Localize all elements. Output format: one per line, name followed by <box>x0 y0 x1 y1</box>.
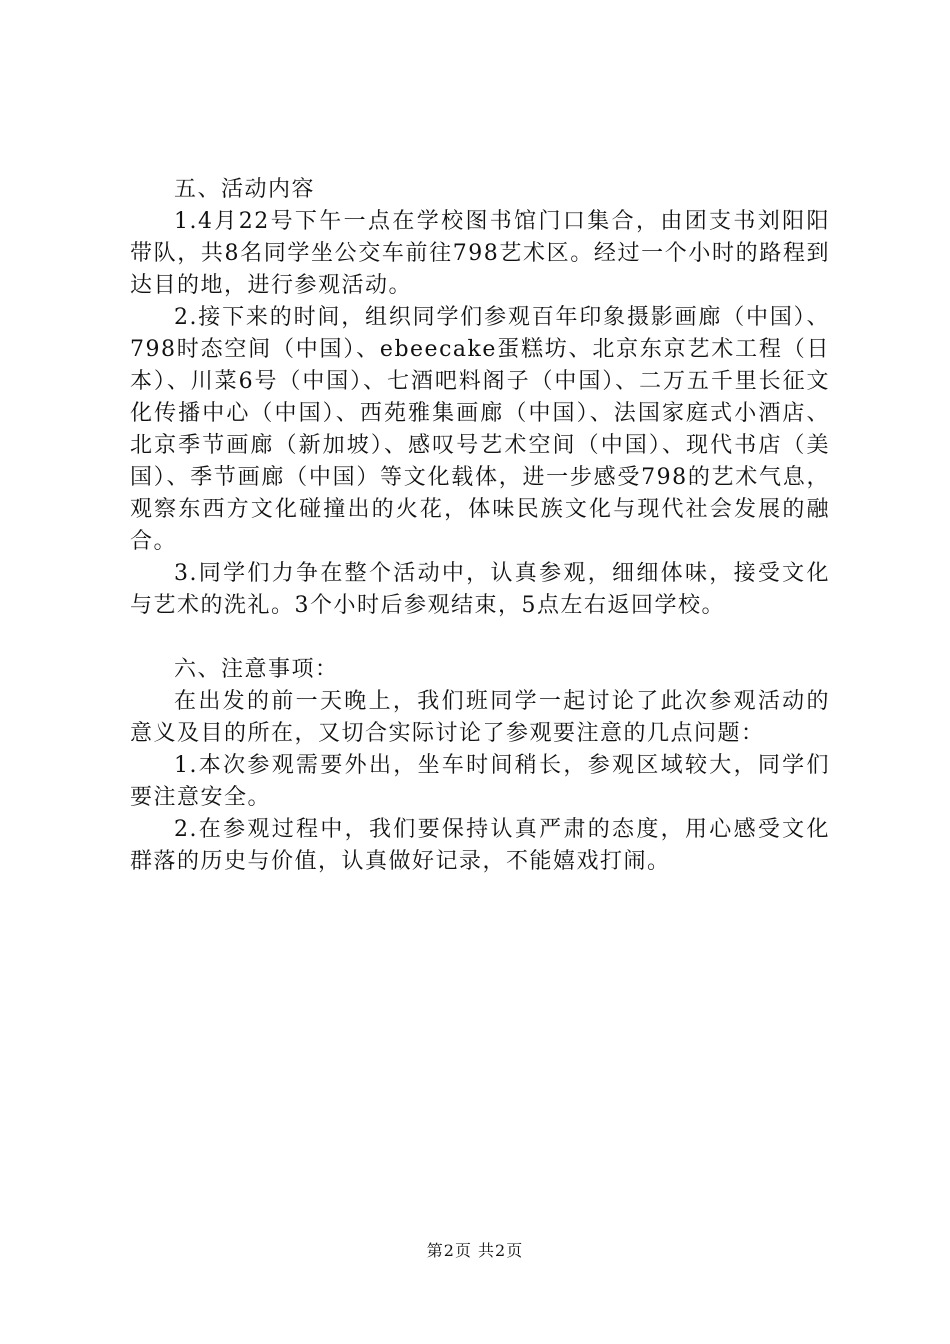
paragraph-activity-2: 2.接下来的时间，组织同学们参观百年印象摄影画廊（中国）、798时态空间（中国）、ebeecake蛋糕坊、北京东京艺术工程（日本）、川菜6号（中国）、七酒吧料阁子（中国）、二万五千里长征文化传播中心（中国）、西苑雅集画廊（中国）、法国家庭式小酒店、北京季节画廊（新加坡）、感叹号艺术空间（中国）、现代书店（美国）、季节画廊（中国）等文化载体，进一步感受798的艺术气息，观察东西方文化碰撞出的火花，体味民族文化与现代社会发展的融合。 <box>130 305 830 554</box>
paragraph-activity-1: 1.4月22号下午一点在学校图书馆门口集合，由团支书刘阳阳带队，共8名同学坐公交车前往798艺术区。经过一个小时的路程到达目的地，进行参观活动。 <box>130 209 830 298</box>
document-body <box>130 174 830 878</box>
section-title-activity-content: 五、活动内容 <box>174 177 316 202</box>
section-title-precautions: 六、注意事项： <box>174 657 339 682</box>
paragraph-precautions-1: 1.本次参观需要外出，坐车时间稍长，参观区域较大，同学们要注意安全。 <box>130 753 830 810</box>
page-number-footer: 第2页 共2页 <box>426 1241 524 1260</box>
paragraph-precautions-2: 2.在参观过程中，我们要保持认真严肃的态度，用心感受文化群落的历史与价值，认真做好记录，不能嬉戏打闹。 <box>130 817 830 874</box>
section-spacer <box>130 622 830 654</box>
paragraph-activity-3: 3.同学们力争在整个活动中，认真参观，细细体味，接受文化与艺术的洗礼。3个小时后参观结束，5点左右返回学校。 <box>130 561 830 618</box>
paragraph-precautions-intro: 在出发的前一天晚上，我们班同学一起讨论了此次参观活动的意义及目的所在，又切合实际讨论了参观要注意的几点问题： <box>130 689 830 746</box>
